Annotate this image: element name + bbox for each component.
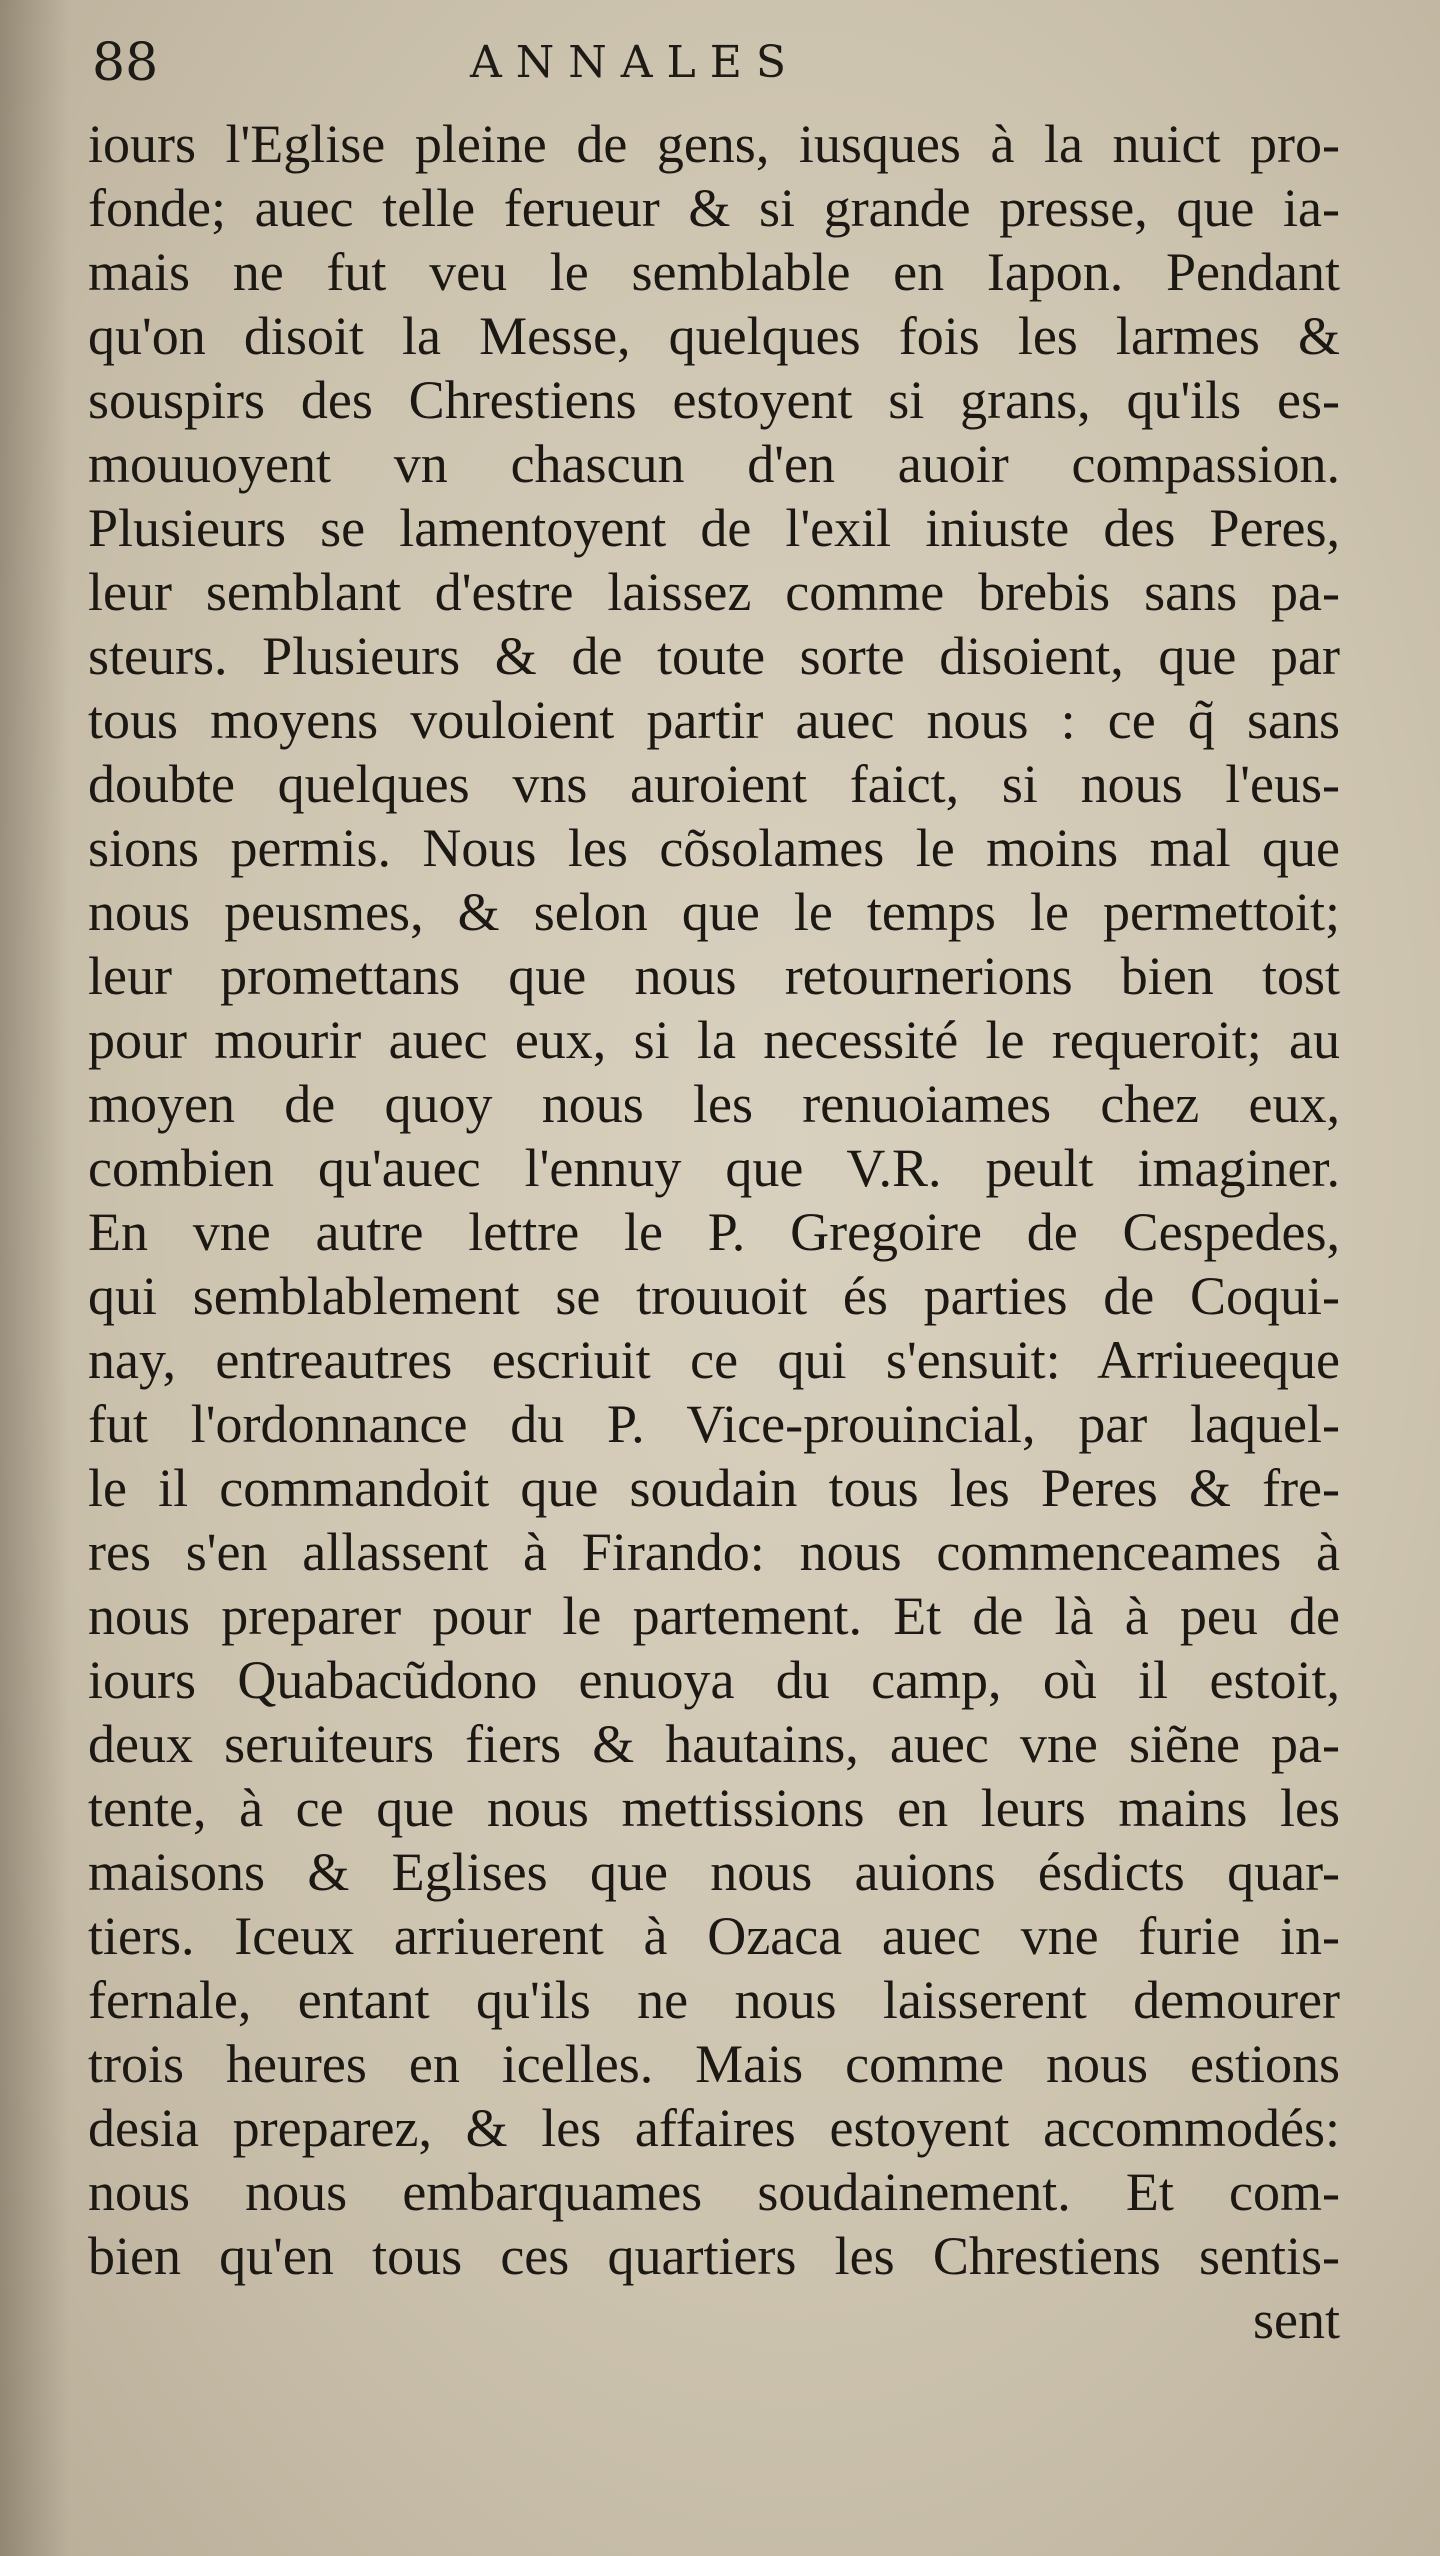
text-line: res s'en allassent à Firando: nous commenceames à: [88, 1522, 1340, 1582]
text-line: sions permis. Nous les cõsolames le moins mal que: [88, 818, 1340, 878]
text-line: maisons & Eglises que nous auions ésdicts quar-: [88, 1842, 1340, 1902]
running-title: ANNALES: [470, 37, 801, 88]
text-line: iours l'Eglise pleine de gens, iusques à la nuict pro-: [88, 114, 1340, 174]
text-line: En vne autre lettre le P. Gregoire de Cespedes,: [88, 1202, 1340, 1262]
text-line: fernale, entant qu'ils ne nous laisserent demourer: [88, 1970, 1340, 2030]
text-line: Plusieurs se lamentoyent de l'exil iniuste des Peres,: [88, 498, 1340, 558]
text-line: leur semblant d'estre laissez comme brebis sans pa-: [88, 562, 1340, 622]
text-line: nous preparer pour le partement. Et de là à peu de: [88, 1586, 1340, 1646]
text-line: qui semblablement se trouuoit és parties de Coqui-: [88, 1266, 1340, 1326]
body-text: [88, 112, 1340, 2352]
text-line: fut l'ordonnance du P. Vice-prouincial, par laquel-: [88, 1394, 1340, 1454]
spine-shadow: [0, 0, 70, 2556]
text-line: pour mourir auec eux, si la necessité le requeroit; au: [88, 1010, 1340, 1070]
running-head: [0, 28, 1440, 98]
text-line: trois heures en icelles. Mais comme nous estions: [88, 2034, 1340, 2094]
text-line: deux seruiteurs fiers & hautains, auec vne siẽne pa-: [88, 1714, 1340, 1774]
text-line: mouuoyent vn chascun d'en auoir compassion.: [88, 434, 1340, 494]
text-line: qu'on disoit la Messe, quelques fois les larmes &: [88, 306, 1340, 366]
text-line: fonde; auec telle ferueur & si grande presse, que ia-: [88, 178, 1340, 238]
text-line: steurs. Plusieurs & de toute sorte disoient, que par: [88, 626, 1340, 686]
text-line: bien qu'en tous ces quartiers les Chrestiens sentis-: [88, 2226, 1340, 2286]
text-line: nous nous embarquames soudainement. Et com-: [88, 2162, 1340, 2222]
text-line: mais ne fut veu le semblable en Iapon. Pendant: [88, 242, 1340, 302]
text-line: tous moyens vouloient partir auec nous : ce q̃ sans: [88, 690, 1340, 750]
text-line: moyen de quoy nous les renuoiames chez eux,: [88, 1074, 1340, 1134]
text-line: desia preparez, & les affaires estoyent accommodés:: [88, 2098, 1340, 2158]
text-line: tente, à ce que nous mettissions en leurs mains les: [88, 1778, 1340, 1838]
page-number: 88: [92, 33, 159, 93]
text-line: nay, entreautres escriuit ce qui s'ensuit: Arriueeque: [88, 1330, 1340, 1390]
text-line: nous peusmes, & selon que le temps le permettoit;: [88, 882, 1340, 942]
text-line: iours Quabacũdono enuoya du camp, où il estoit,: [88, 1650, 1340, 1710]
text-line: souspirs des Chrestiens estoyent si grans, qu'ils es-: [88, 370, 1340, 430]
text-line: combien qu'auec l'ennuy que V.R. peult imaginer.: [88, 1138, 1340, 1198]
catchword: sent: [1253, 2290, 1340, 2350]
text-line: tiers. Iceux arriuerent à Ozaca auec vne furie in-: [88, 1906, 1340, 1966]
text-line: doubte quelques vns auroient faict, si nous l'eus-: [88, 754, 1340, 814]
text-line: le il commandoit que soudain tous les Peres & fre-: [88, 1458, 1340, 1518]
text-line: leur promettans que nous retournerions bien tost: [88, 946, 1340, 1006]
